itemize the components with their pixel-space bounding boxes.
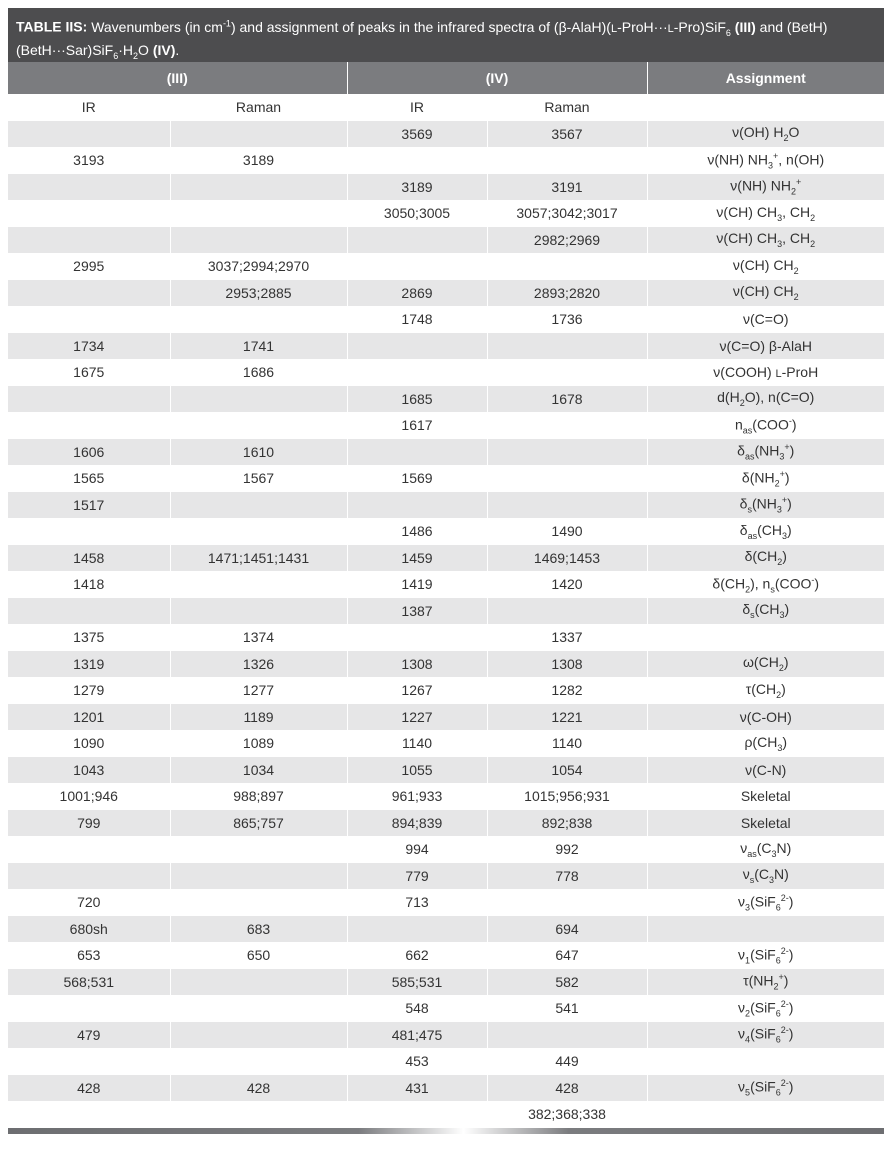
cell-ir-iv: 994 (347, 836, 487, 863)
cell-raman-iv (487, 253, 647, 280)
cell-raman-iv (487, 439, 647, 466)
table-row (8, 386, 884, 413)
cell-ir-iii: 3193 (8, 147, 170, 174)
cell-ir-iii (8, 200, 170, 227)
cell-ir-iii: 680sh (8, 916, 170, 943)
cell-raman-iv: 3567 (487, 121, 647, 148)
cell-ir-iv: 1617 (347, 412, 487, 439)
header-compound-iv: (IV) (347, 62, 647, 94)
cell-ir-iv: 1419 (347, 571, 487, 598)
cell-assignment (647, 624, 884, 651)
cell-assignment (647, 916, 884, 943)
cell-raman-iv (487, 1022, 647, 1049)
table-row (8, 545, 884, 572)
table-row (8, 836, 884, 863)
cell-ir-iii: 653 (8, 942, 170, 969)
table-row (8, 253, 884, 280)
cell-raman-iv (487, 359, 647, 386)
cell-ir-iii: 1675 (8, 359, 170, 386)
cell-ir-iv (347, 624, 487, 651)
cell-raman-iii (170, 412, 347, 439)
cell-ir-iii: 568;531 (8, 969, 170, 996)
cell-raman-iv (487, 492, 647, 519)
table-container (8, 8, 884, 1134)
cell-raman-iv: 992 (487, 836, 647, 863)
cell-ir-iv (347, 1101, 487, 1128)
cell-raman-iv: 1140 (487, 730, 647, 757)
cell-ir-iv: 3050;3005 (347, 200, 487, 227)
cell-ir-iii: 1606 (8, 439, 170, 466)
cell-raman-iii (170, 1101, 347, 1128)
cell-assignment: ν(CH) $CH_2$ (647, 253, 884, 280)
table-row (8, 1075, 884, 1102)
cell-ir-iii: 720 (8, 889, 170, 916)
table-row (8, 200, 884, 227)
cell-ir-iv: 3189 (347, 174, 487, 201)
cell-ir-iv (347, 359, 487, 386)
cell-ir-iii (8, 863, 170, 890)
cell-ir-iv: 1486 (347, 518, 487, 545)
cell-ir-iii (8, 280, 170, 307)
cell-assignment: ν(NH) $NH_2^+$ (647, 174, 884, 201)
cell-raman-iii: 1374 (170, 624, 347, 651)
table-row (8, 1101, 884, 1128)
cell-assignment: $\delta_s(CH_3)$ (647, 598, 884, 625)
header-row (8, 62, 884, 94)
table-row (8, 863, 884, 890)
cell-assignment: ν(OH) $H_2O$ (647, 121, 884, 148)
cell-raman-iv: 1282 (487, 677, 647, 704)
cell-ir-iii (8, 598, 170, 625)
cell-ir-iv (347, 147, 487, 174)
cell-ir-iii (8, 995, 170, 1022)
cell-raman-iv: 1420 (487, 571, 647, 598)
header-compound-iii: (III) (8, 62, 347, 94)
cell-ir-iv: 585;531 (347, 969, 487, 996)
cell-assignment: $\delta(NH_2^+)$ (647, 465, 884, 492)
cell-assignment: Skeletal (647, 783, 884, 810)
table-row (8, 227, 884, 254)
cell-ir-iii (8, 412, 170, 439)
cell-ir-iv (347, 916, 487, 943)
table-row (8, 598, 884, 625)
cell-ir-iii: 1734 (8, 333, 170, 360)
cell-assignment: $d(H_2O)$, n(C=O) (647, 386, 884, 413)
table-row (8, 333, 884, 360)
table-caption (8, 8, 884, 62)
cell-raman-iii (170, 1048, 347, 1075)
table-row (8, 518, 884, 545)
cell-ir-iv (347, 253, 487, 280)
cell-ir-iv (347, 227, 487, 254)
header-assignment: Assignment (647, 62, 884, 94)
cell-raman-iii: 1189 (170, 704, 347, 731)
cell-assignment: $\omega(CH_2)$ (647, 651, 884, 678)
cell-raman-iii: 3189 (170, 147, 347, 174)
table-row (8, 969, 884, 996)
cell-ir-iv: 1308 (347, 651, 487, 678)
cell-raman-iv: 892;838 (487, 810, 647, 837)
cell-ir-iii: 1375 (8, 624, 170, 651)
cell-assignment: ν(COOH) L-ProH (647, 359, 884, 386)
subheader-ir-iv: IR (347, 94, 487, 121)
table-row (8, 306, 884, 333)
cell-ir-iv: 1685 (347, 386, 487, 413)
cell-ir-iv: 894;839 (347, 810, 487, 837)
cell-raman-iv (487, 889, 647, 916)
table-row (8, 651, 884, 678)
table-row (8, 889, 884, 916)
cell-ir-iv (347, 333, 487, 360)
cell-raman-iii: 1277 (170, 677, 347, 704)
cell-raman-iii (170, 174, 347, 201)
cell-ir-iii (8, 1101, 170, 1128)
cell-ir-iv: 713 (347, 889, 487, 916)
cell-ir-iv: 481;475 (347, 1022, 487, 1049)
cell-raman-iii: 988;897 (170, 783, 347, 810)
cell-ir-iii (8, 306, 170, 333)
cell-raman-iv: 1054 (487, 757, 647, 784)
table-row (8, 995, 884, 1022)
cell-ir-iii: 1201 (8, 704, 170, 731)
cell-raman-iii: 865;757 (170, 810, 347, 837)
subheader-raman-iv: Raman (487, 94, 647, 121)
cell-raman-iv: 1015;956;931 (487, 783, 647, 810)
cell-raman-iii (170, 836, 347, 863)
table-row (8, 942, 884, 969)
table-row (8, 783, 884, 810)
cell-assignment: $n_{as}(COO^-)$ (647, 412, 884, 439)
cell-assignment: $\delta(CH_2)$, $n_s(COO^-)$ (647, 571, 884, 598)
footer-rule (8, 1128, 884, 1134)
cell-ir-iii: 479 (8, 1022, 170, 1049)
cell-assignment: $\rho(CH_3)$ (647, 730, 884, 757)
subheader-row (8, 94, 884, 121)
cell-raman-iv (487, 333, 647, 360)
cell-ir-iii (8, 836, 170, 863)
cell-raman-iii (170, 863, 347, 890)
cell-raman-iv (487, 598, 647, 625)
table-row (8, 147, 884, 174)
cell-assignment: $\nu_5(SiF_6^{2-})$ (647, 1075, 884, 1102)
cell-assignment: $\nu_s(C_3N)$ (647, 863, 884, 890)
table-row (8, 704, 884, 731)
table-row (8, 810, 884, 837)
cell-ir-iii: 2995 (8, 253, 170, 280)
cell-raman-iii: 1089 (170, 730, 347, 757)
cell-ir-iii (8, 386, 170, 413)
cell-raman-iv: 428 (487, 1075, 647, 1102)
cell-raman-iv: 449 (487, 1048, 647, 1075)
cell-raman-iv: 2893;2820 (487, 280, 647, 307)
cell-assignment (647, 1101, 884, 1128)
cell-raman-iii (170, 1022, 347, 1049)
cell-assignment: ν(CH) $CH_3$, $CH_2$ (647, 227, 884, 254)
cell-ir-iii (8, 1048, 170, 1075)
cell-raman-iii (170, 518, 347, 545)
table-row (8, 677, 884, 704)
table-row (8, 439, 884, 466)
cell-assignment: $\nu_4(SiF_6^{2-})$ (647, 1022, 884, 1049)
cell-assignment (647, 1048, 884, 1075)
cell-assignment: ν(CH) $CH_2$ (647, 280, 884, 307)
cell-assignment: Skeletal (647, 810, 884, 837)
cell-raman-iii: 1686 (170, 359, 347, 386)
cell-raman-iii (170, 598, 347, 625)
cell-assignment: $\nu_3(SiF_6^{2-})$ (647, 889, 884, 916)
cell-raman-iii (170, 492, 347, 519)
cell-ir-iii (8, 174, 170, 201)
cell-ir-iii: 1090 (8, 730, 170, 757)
table-row (8, 174, 884, 201)
cell-raman-iv: 382;368;338 (487, 1101, 647, 1128)
cell-raman-iii (170, 969, 347, 996)
table-row (8, 121, 884, 148)
cell-raman-iii: 1034 (170, 757, 347, 784)
cell-raman-iv (487, 465, 647, 492)
cell-ir-iii: 1418 (8, 571, 170, 598)
table-row (8, 730, 884, 757)
table-row (8, 571, 884, 598)
cell-ir-iv: 961;933 (347, 783, 487, 810)
table-body (8, 94, 884, 1128)
cell-ir-iii: 1319 (8, 651, 170, 678)
cell-assignment: $\tau(CH_2)$ (647, 677, 884, 704)
cell-ir-iii: 1565 (8, 465, 170, 492)
cell-assignment: $\nu_{as}(C_3N)$ (647, 836, 884, 863)
cell-raman-iii: 1471;1451;1431 (170, 545, 347, 572)
cell-assignment: ν(CH) $CH_3$, $CH_2$ (647, 200, 884, 227)
caption-label: TABLE IIS: (16, 18, 88, 35)
cell-raman-iii: 1326 (170, 651, 347, 678)
subheader-raman-iii: Raman (170, 94, 347, 121)
cell-raman-iv: 778 (487, 863, 647, 890)
cell-raman-iii (170, 200, 347, 227)
cell-raman-iii: 1741 (170, 333, 347, 360)
cell-assignment: ν(C-OH) (647, 704, 884, 731)
cell-raman-iii: 1567 (170, 465, 347, 492)
data-table (8, 62, 884, 1128)
cell-raman-iii (170, 571, 347, 598)
cell-raman-iv: 1678 (487, 386, 647, 413)
cell-assignment: ν(C-N) (647, 757, 884, 784)
cell-ir-iv (347, 439, 487, 466)
table-row (8, 624, 884, 651)
cell-raman-iii (170, 227, 347, 254)
cell-ir-iv: 1569 (347, 465, 487, 492)
subheader-ir-iii: IR (8, 94, 170, 121)
table-row (8, 757, 884, 784)
cell-ir-iv: 431 (347, 1075, 487, 1102)
cell-ir-iii: 1043 (8, 757, 170, 784)
table-row (8, 280, 884, 307)
cell-ir-iii: 1001;946 (8, 783, 170, 810)
cell-ir-iv: 1387 (347, 598, 487, 625)
cell-assignment: ν(C=O) β-AlaH (647, 333, 884, 360)
cell-raman-iv: 582 (487, 969, 647, 996)
cell-raman-iv: 541 (487, 995, 647, 1022)
cell-ir-iv: 1227 (347, 704, 487, 731)
cell-raman-iii (170, 386, 347, 413)
cell-raman-iv: 647 (487, 942, 647, 969)
cell-ir-iii: 799 (8, 810, 170, 837)
cell-raman-iii (170, 995, 347, 1022)
table-row (8, 412, 884, 439)
caption-text: Wavenumbers (in $cm^{-1}$) and assignment of peaks in the infrared spectra of (β-AlaH)(L-ProH···L-Pro)SiF$_6$ (III) and $(BetH)(BetH\cdot\cdot\cdot Sar)SiF_6\cdot H_2O$ (IV). (16, 18, 828, 62)
cell-ir-iv: 1267 (347, 677, 487, 704)
cell-raman-iii: 1610 (170, 439, 347, 466)
cell-ir-iii: 1458 (8, 545, 170, 572)
cell-ir-iv: 2869 (347, 280, 487, 307)
cell-ir-iv: 1140 (347, 730, 487, 757)
cell-assignment: $\delta_s(NH_3^+)$ (647, 492, 884, 519)
cell-raman-iv: 3191 (487, 174, 647, 201)
cell-ir-iv: 3569 (347, 121, 487, 148)
table-row (8, 916, 884, 943)
cell-assignment: $\nu_1(SiF_6^{2-})$ (647, 942, 884, 969)
cell-raman-iii (170, 121, 347, 148)
cell-ir-iv: 779 (347, 863, 487, 890)
cell-ir-iii: 1279 (8, 677, 170, 704)
cell-ir-iv: 1748 (347, 306, 487, 333)
cell-ir-iv: 548 (347, 995, 487, 1022)
cell-assignment: ν(NH) $NH_3^+$, n(OH) (647, 147, 884, 174)
cell-raman-iv: 1337 (487, 624, 647, 651)
cell-ir-iii (8, 227, 170, 254)
cell-assignment: $\nu_2(SiF_6^{2-})$ (647, 995, 884, 1022)
cell-ir-iv: 1459 (347, 545, 487, 572)
cell-assignment: $\delta_{as}(NH_3^+)$ (647, 439, 884, 466)
table-row (8, 1022, 884, 1049)
cell-ir-iv: 662 (347, 942, 487, 969)
cell-ir-iv: 1055 (347, 757, 487, 784)
cell-raman-iv: 3057;3042;3017 (487, 200, 647, 227)
cell-ir-iv: 453 (347, 1048, 487, 1075)
cell-raman-iv: 1221 (487, 704, 647, 731)
cell-raman-iv (487, 412, 647, 439)
cell-ir-iii: 428 (8, 1075, 170, 1102)
cell-ir-iii (8, 121, 170, 148)
cell-raman-iv: 1490 (487, 518, 647, 545)
cell-raman-iii: 683 (170, 916, 347, 943)
table-row (8, 492, 884, 519)
cell-raman-iv (487, 147, 647, 174)
cell-assignment: ν(C=O) (647, 306, 884, 333)
cell-raman-iv: 1308 (487, 651, 647, 678)
cell-assignment: $\delta(CH_2)$ (647, 545, 884, 572)
table-row (8, 359, 884, 386)
cell-raman-iii (170, 889, 347, 916)
table-row (8, 465, 884, 492)
cell-raman-iii (170, 306, 347, 333)
cell-ir-iii (8, 518, 170, 545)
cell-raman-iv: 2982;2969 (487, 227, 647, 254)
cell-raman-iv: 1736 (487, 306, 647, 333)
cell-raman-iv: 694 (487, 916, 647, 943)
cell-raman-iii: 3037;2994;2970 (170, 253, 347, 280)
cell-ir-iv (347, 492, 487, 519)
cell-raman-iii: 650 (170, 942, 347, 969)
table-row (8, 1048, 884, 1075)
cell-ir-iii: 1517 (8, 492, 170, 519)
cell-assignment: $\delta_{as}(CH_3)$ (647, 518, 884, 545)
cell-raman-iv: 1469;1453 (487, 545, 647, 572)
subheader-empty (647, 94, 884, 121)
cell-assignment: $\tau(NH_2^+)$ (647, 969, 884, 996)
cell-raman-iii: 428 (170, 1075, 347, 1102)
cell-raman-iii: 2953;2885 (170, 280, 347, 307)
